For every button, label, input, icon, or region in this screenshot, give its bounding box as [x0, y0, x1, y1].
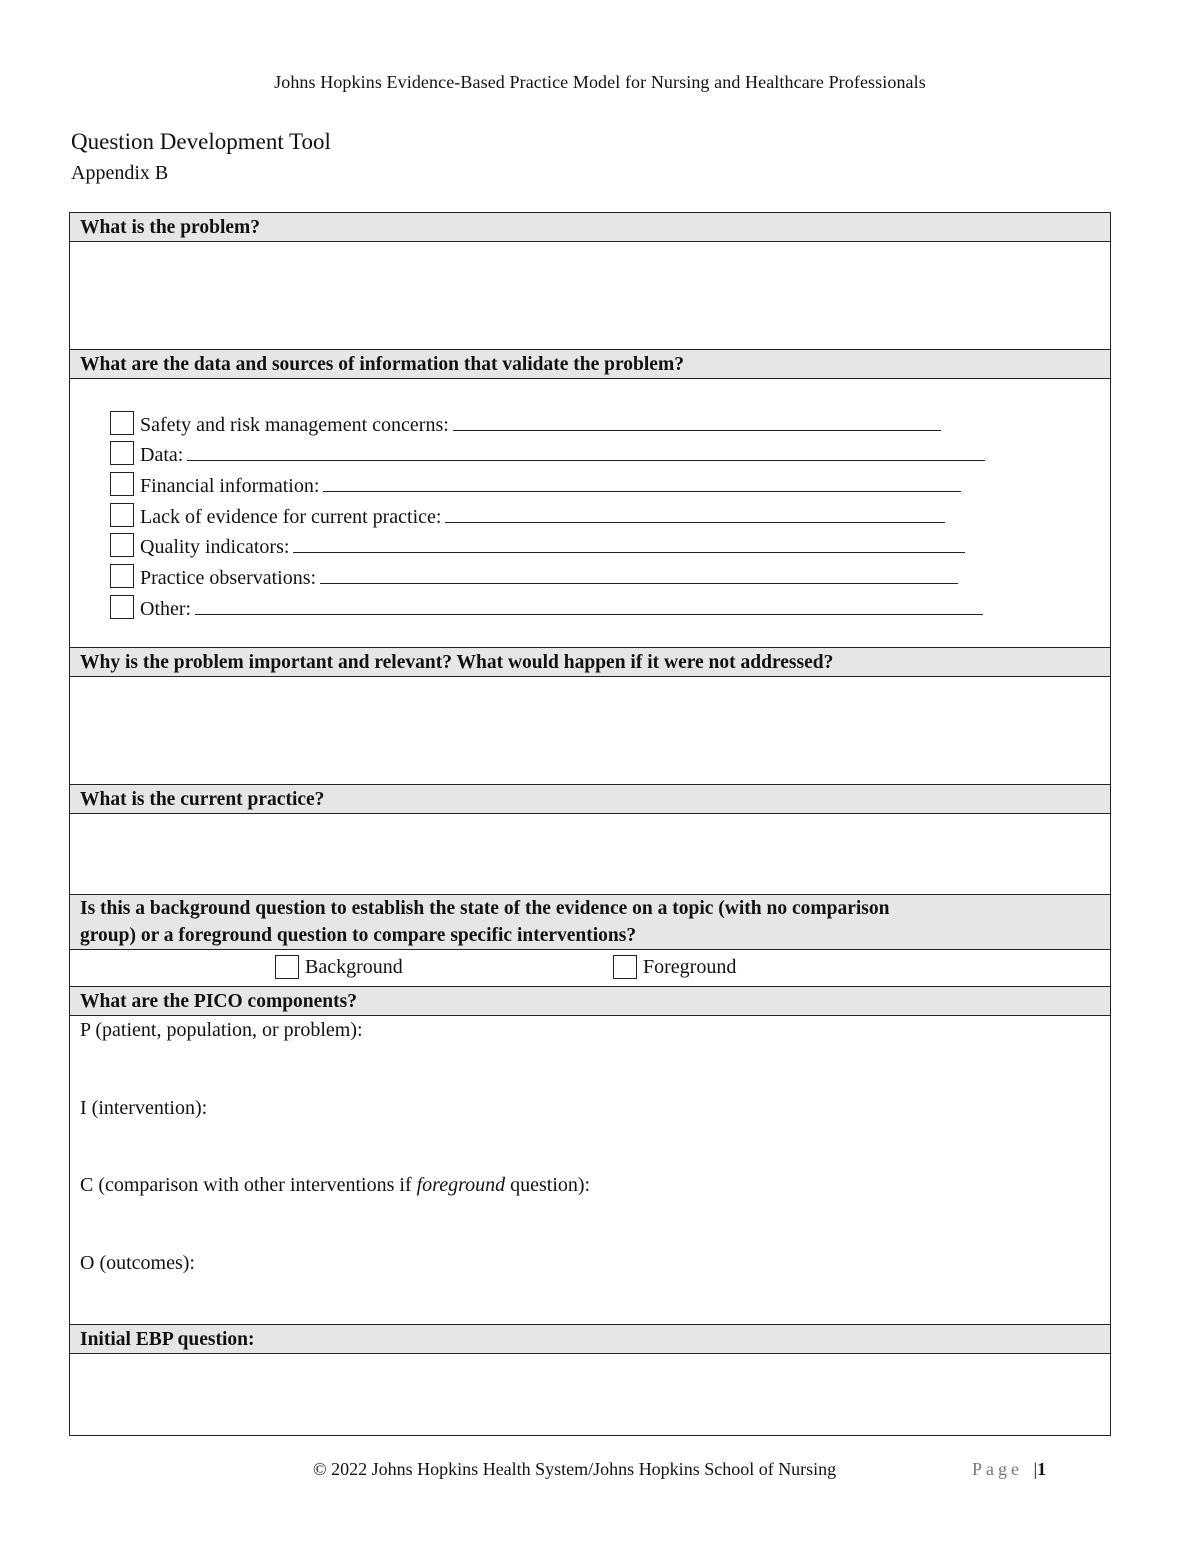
checkbox[interactable]	[110, 472, 134, 496]
pico-c-text: C (comparison with other interventions if	[80, 1174, 417, 1196]
pico-c-emphasis: foreground	[416, 1174, 506, 1196]
page-subtitle: Appendix B	[71, 162, 169, 184]
source-fill-line[interactable]	[445, 521, 945, 523]
checkbox[interactable]	[110, 411, 134, 435]
checkbox[interactable]	[613, 955, 637, 979]
running-header: Johns Hopkins Evidence-Based Practice Model for Nursing and Healthcare Professionals	[274, 72, 926, 92]
foreground-option	[613, 955, 736, 979]
source-option	[110, 529, 1110, 560]
background-label: Background	[305, 956, 403, 978]
source-fill-line[interactable]	[320, 582, 958, 584]
checkbox[interactable]	[110, 503, 134, 527]
pico-c-text-end: question):	[505, 1174, 591, 1196]
section-heading-current-practice: What is the current practice?	[70, 785, 1110, 814]
pico-i-label: I (intervention):	[80, 1096, 208, 1119]
source-option-label: Safety and risk management concerns:	[140, 413, 449, 436]
source-option-label: Data:	[140, 444, 184, 467]
section-heading-problem: What is the problem?	[70, 213, 1110, 242]
current-practice-answer-field[interactable]	[70, 814, 1110, 895]
source-option	[110, 437, 1110, 468]
question-type-heading-line: group) or a foreground question to compare specific interventions?	[80, 925, 637, 946]
source-option	[110, 559, 1110, 590]
pico-p-label: P (patient, population, or problem):	[80, 1019, 363, 1041]
source-option	[110, 467, 1110, 498]
checkbox[interactable]	[275, 955, 299, 979]
background-option	[275, 955, 403, 979]
section-heading-question-type	[70, 895, 1110, 950]
section-heading-sources: What are the data and sources of information that validate the problem?	[70, 350, 1110, 379]
page-number-value: 1	[1037, 1459, 1047, 1479]
checkbox[interactable]	[110, 595, 134, 619]
foreground-label: Foreground	[643, 956, 737, 978]
question-development-form	[69, 212, 1111, 1436]
source-option-label: Lack of evidence for current practice:	[140, 505, 442, 528]
source-option-label: Other:	[140, 597, 192, 620]
section-heading-initial-question: Initial EBP question:	[70, 1325, 1110, 1354]
source-option-label: Financial information:	[140, 475, 320, 498]
page-separator: |	[1033, 1459, 1038, 1479]
importance-answer-field[interactable]	[70, 677, 1110, 785]
footer-copyright: © 2022 Johns Hopkins Health System/Johns Hopkins School of Nursing	[313, 1459, 837, 1479]
section-heading-pico: What are the PICO components?	[70, 987, 1110, 1016]
sources-checklist	[70, 379, 1110, 648]
source-fill-line[interactable]	[323, 490, 961, 492]
problem-answer-field[interactable]	[70, 242, 1110, 350]
initial-question-answer-field[interactable]	[70, 1354, 1110, 1435]
source-fill-line[interactable]	[293, 551, 965, 553]
source-option-label: Practice observations:	[140, 567, 317, 590]
pico-fields[interactable]	[70, 1016, 1110, 1325]
source-fill-line[interactable]	[187, 459, 985, 461]
source-option	[110, 406, 1110, 437]
question-type-options	[70, 950, 1110, 987]
checkbox[interactable]	[110, 533, 134, 557]
checkbox[interactable]	[110, 441, 134, 465]
section-heading-importance: Why is the problem important and relevant? What would happen if it were not addressed?	[70, 648, 1110, 677]
pico-o-label: O (outcomes):	[80, 1251, 195, 1274]
source-option-label: Quality indicators:	[140, 536, 290, 559]
page-title: Question Development Tool	[71, 129, 331, 154]
source-fill-line[interactable]	[453, 429, 941, 431]
source-option	[110, 498, 1110, 529]
checkbox[interactable]	[110, 564, 134, 588]
page-label: Page	[972, 1459, 1023, 1479]
pico-c-label	[80, 1171, 1100, 1249]
page-number	[972, 1459, 1046, 1480]
question-type-heading-line: Is this a background question to establish the state of the evidence on a topic (with no comparison	[80, 898, 890, 919]
source-option	[110, 590, 1110, 621]
source-fill-line[interactable]	[195, 613, 983, 615]
